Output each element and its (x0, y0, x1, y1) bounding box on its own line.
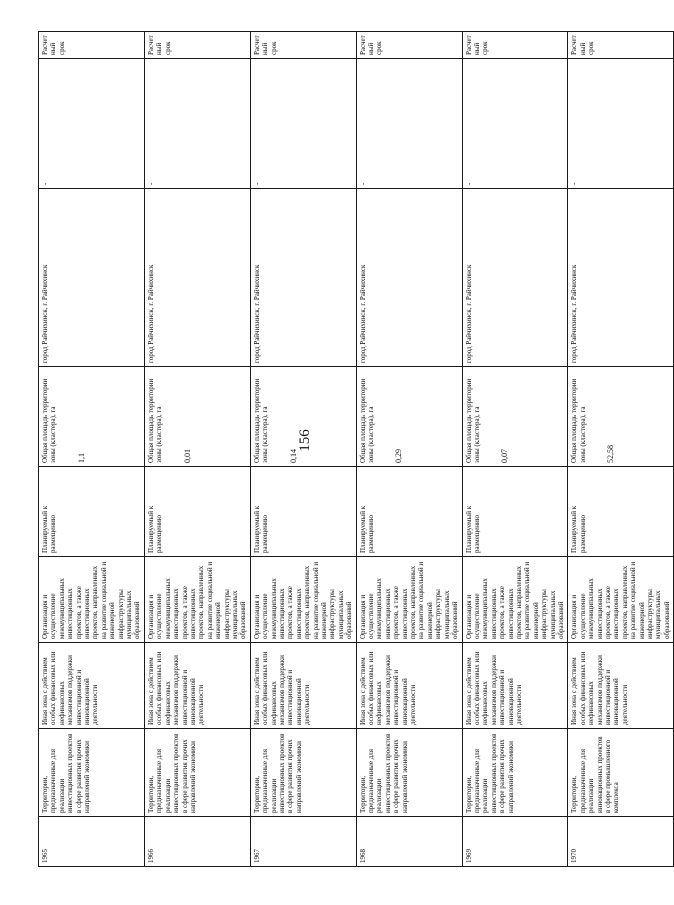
dash-cell: - (568, 59, 674, 189)
value-label: 0,29 (394, 449, 404, 463)
status-cell: Планируемый к размещению (356, 467, 462, 557)
row-number-cell: 1968 (356, 817, 462, 867)
table-body (39, 32, 674, 867)
term-cell: Расчетный срок (39, 32, 145, 59)
territory-type-cell: Территории, предназначенные для реализации инвестиционных проектов в сфере развития прочих направлений экономики (39, 729, 145, 817)
territory-type-cell: Территории, предназначенные для реализации инвестиционных проектов в сфере развития прочих направлений экономики (250, 729, 356, 817)
term-cell: Расчетный срок (250, 32, 356, 59)
purpose-cell: Организация и осуществление межмуниципальных инвестиционных проектов, а также инвестиционных проектов, направленных на развитие социальной и инженерной инфраструктуры муниципальных образований (39, 557, 145, 643)
zone-type-cell: Иная зона с действием особых финансовых или нефинансовых механизмов поддержки инвестиционной и инновационной деятельности (356, 643, 462, 729)
status-cell: Планируемый к размещению (462, 467, 568, 557)
location-cell: город Райчихинск, г. Райчихинск (250, 189, 356, 367)
page-number: 156 (296, 429, 313, 452)
status-cell: Планируемый к размещению (568, 467, 674, 557)
term-cell: Расчетный срок (144, 32, 250, 59)
characteristic-cell: Общая площадь территории зоны (кластера), га 1,1 (39, 367, 145, 467)
value-label: 0,01 (182, 449, 192, 463)
table-row (250, 32, 356, 867)
location-cell: город Райчихинск, г. Райчихинск (144, 189, 250, 367)
row-number-cell: 1969 (462, 817, 568, 867)
location-cell: город Райчихинск, г. Райчихинск (356, 189, 462, 367)
location-cell: город Райчихинск, г. Райчихинск (568, 189, 674, 367)
table-row (144, 32, 250, 867)
location-cell: город Райчихинск, г. Райчихинск (39, 189, 145, 367)
zone-type-cell: Иная зона с действием особых финансовых или нефинансовых механизмов поддержки инвестиционной и инновационной деятельности (39, 643, 145, 729)
term-cell: Расчетный срок (568, 32, 674, 59)
territory-type-cell: Территории, предназначенные для реализации инновационных проектов в сфере промышленного комплекса (568, 729, 674, 817)
territory-type-cell: Территории, предназначенные для реализации инвестиционных проектов в сфере развития прочих направлений экономики (462, 729, 568, 817)
rotated-table-container (38, 32, 671, 867)
zone-type-cell: Иная зона с действием особых финансовых или нефинансовых механизмов поддержки инвестиционной и инновационной деятельности (144, 643, 250, 729)
purpose-cell: Организация и осуществление межмуниципальных инвестиционных проектов, а также инвестиционных проектов, направленных на развитие социальной и инженерной инфраструктуры муниципальных образований (250, 557, 356, 643)
planning-objects-table (38, 31, 674, 867)
characteristic-cell: Общая площадь территории зоны (кластера), га 0,01 (144, 367, 250, 467)
characteristic-cell: Общая площадь территории зоны (кластера), га 0,07 (462, 367, 568, 467)
zone-type-cell: Иная зона с действием особых финансовых или нефинансовых механизмов поддержки инвестиционной и инновационной деятельности (250, 643, 356, 729)
table-row (39, 32, 145, 867)
purpose-cell: Организация и осуществление межмуниципальных инвестиционных проектов, а также инвестиционных проектов, направленных на развитие социальной и инженерной инфраструктуры муниципальных образований (462, 557, 568, 643)
dash-cell: - (462, 59, 568, 189)
dash-cell: - (250, 59, 356, 189)
location-cell: город Райчихинск, г. Райчихинск (462, 189, 568, 367)
characteristic-cell: Общая площадь территории зоны (кластера), га 0,29 (356, 367, 462, 467)
value-label: 52,58 (606, 445, 616, 463)
territory-type-cell: Территории, предназначенные для реализации инвестиционных проектов в сфере развития прочих направлений экономики (356, 729, 462, 817)
row-number-cell: 1970 (568, 817, 674, 867)
value-label: 1,1 (76, 453, 86, 463)
dash-cell: - (144, 59, 250, 189)
value-label: 0,14 (288, 449, 298, 463)
table-row (356, 32, 462, 867)
row-number-cell: 1966 (144, 817, 250, 867)
status-cell: Планируемый к размещению (144, 467, 250, 557)
table-row (462, 32, 568, 867)
zone-type-cell: Иная зона с действием особых финансовых или нефинансовых механизмов поддержки инвестиционной и инновационной деятельности (568, 643, 674, 729)
purpose-cell: Организация и осуществление межмуниципальных инвестиционных проектов, а также инвестиционных проектов, направленных на развитие социальной и инженерной инфраструктуры муниципальных образований (568, 557, 674, 643)
characteristic-cell: Общая площадь территории зоны (кластера), га 0,14 (250, 367, 356, 467)
purpose-cell: Организация и осуществление межмуниципальных инвестиционных проектов, а также инвестиционных проектов, направленных на развитие социальной и инженерной инфраструктуры муниципальных образований (356, 557, 462, 643)
dash-cell: - (39, 59, 145, 189)
row-number-cell: 1965 (39, 817, 145, 867)
row-number-cell: 1967 (250, 817, 356, 867)
table-row (568, 32, 674, 867)
dash-cell: - (356, 59, 462, 189)
territory-type-cell: Территории, предназначенные для реализации инвестиционных проектов в сфере развития прочих направлений экономики (144, 729, 250, 817)
status-cell: Планируемый к размещению (250, 467, 356, 557)
characteristic-cell: Общая площадь территории зоны (кластера), га 52,58 (568, 367, 674, 467)
purpose-cell: Организация и осуществление межмуниципальных инвестиционных проектов, а также инвестиционных проектов, направленных на развитие социальной и инженерной инфраструктуры муниципальных образований (144, 557, 250, 643)
status-cell: Планируемый к размещению (39, 467, 145, 557)
zone-type-cell: Иная зона с действием особых финансовых или нефинансовых механизмов поддержки инвестиционной и инновационной деятельности (462, 643, 568, 729)
term-cell: Расчетный срок (356, 32, 462, 59)
value-label: 0,07 (500, 449, 510, 463)
term-cell: Расчетный срок (462, 32, 568, 59)
